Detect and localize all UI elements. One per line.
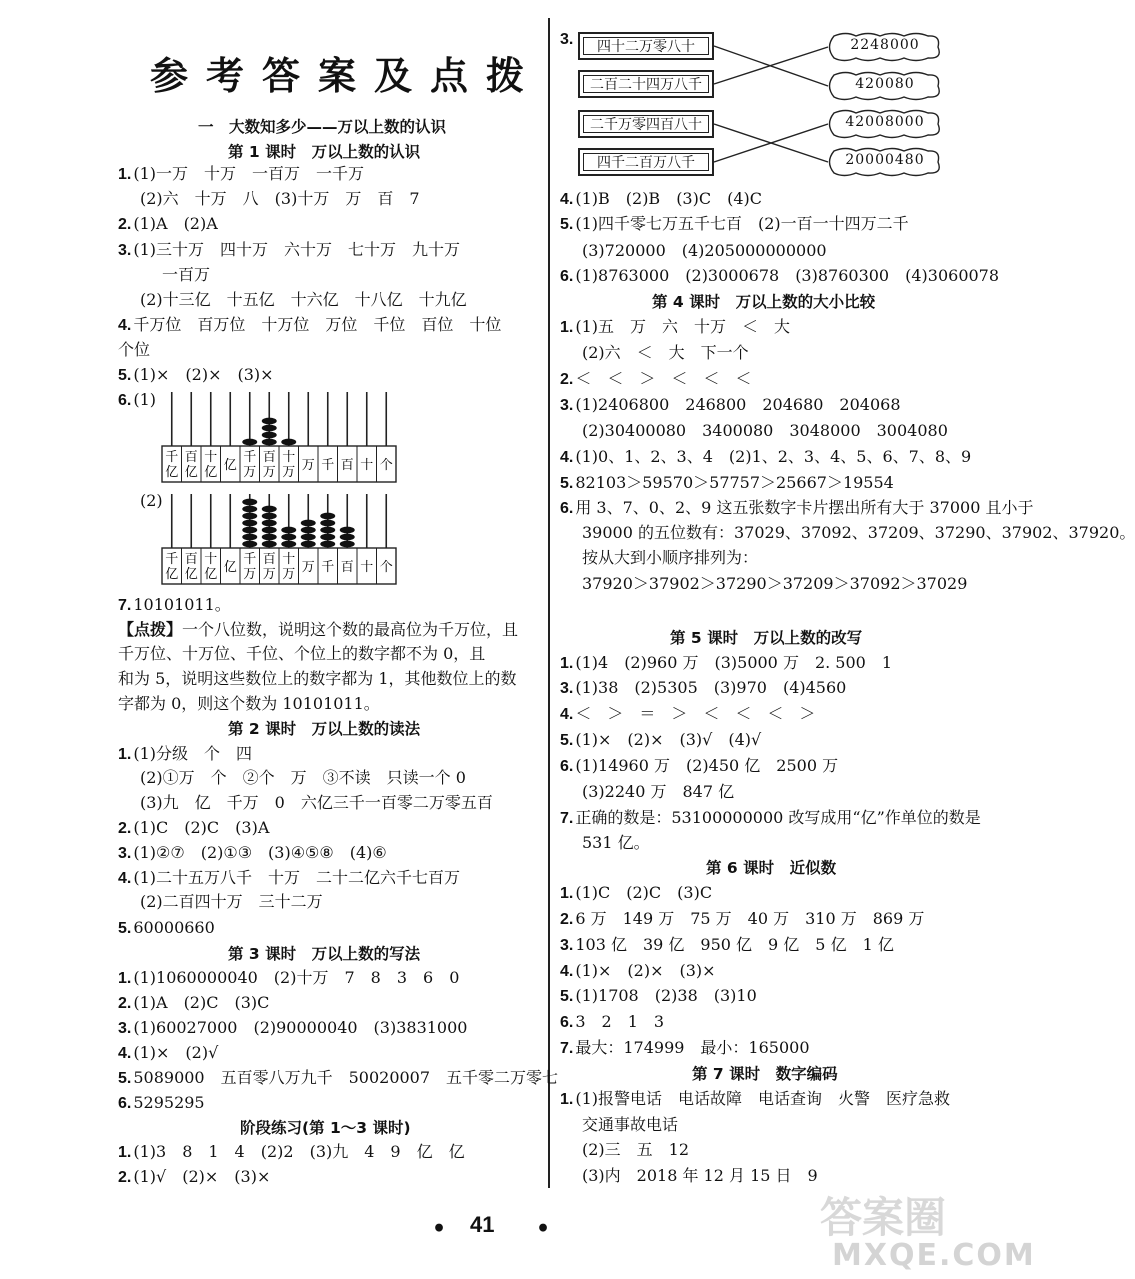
answer-line <box>118 992 269 1015</box>
question-number: 4. <box>118 1045 132 1062</box>
question-number: 7. <box>560 810 574 827</box>
question-number: 5. <box>118 367 132 384</box>
answer-line <box>118 163 364 186</box>
answer-text: (1)8763000 (2)3000678 (3)8760300 (4)3060078 <box>575 266 1000 285</box>
question-number: 6. <box>118 392 132 409</box>
abacus-place-label: 十 <box>204 450 218 465</box>
answer-line <box>582 1114 678 1136</box>
answer-line <box>140 767 466 789</box>
q3-number: 3. <box>560 31 574 48</box>
answer-text: (1)× (2)× (3)× <box>575 961 716 980</box>
abacus-place-label: 十 <box>360 560 374 575</box>
answer-line <box>560 1011 664 1034</box>
answer-text: 6 万 149 万 75 万 40 万 310 万 869 万 <box>575 909 925 928</box>
abacus-bead <box>242 520 257 527</box>
question-number: 1. <box>560 1091 574 1108</box>
answer-text: 千万位 百万位 十万位 万位 千位 百位 十位 <box>133 315 502 334</box>
answer-line <box>118 314 501 337</box>
answer-line <box>118 1166 270 1189</box>
abacus-place-label: 万 <box>301 560 315 575</box>
abacus-2 <box>158 490 403 590</box>
answer-text: 531 亿。 <box>582 833 650 852</box>
number-cloud-1: 420080 <box>826 69 944 103</box>
answer-text: (1)14960 万 (2)450 亿 2500 万 <box>575 756 839 775</box>
answer-line <box>560 908 924 931</box>
question-number: 3. <box>560 397 574 414</box>
match-box-3: 四千二百万八千 <box>578 148 714 176</box>
answer-line <box>582 832 650 854</box>
watermark-logo: 答案圈 <box>820 1193 947 1242</box>
abacus-place-label: 亿 <box>184 567 198 582</box>
answer-text: 5089000 五百零八万九千 50020007 五千零二万零七 <box>133 1068 559 1087</box>
answer-line <box>560 934 894 957</box>
answer-text: (1)②⑦ (2)①③ (3)④⑤⑧ (4)⑥ <box>133 843 387 862</box>
answer-line <box>118 389 156 412</box>
match-box-2: 二千万零四百八十 <box>578 110 714 138</box>
answer-text: (1)60027000 (2)90000040 (3)3831000 <box>133 1018 468 1037</box>
answer-line <box>118 967 459 990</box>
answer-text: 10101011。 <box>133 595 231 614</box>
abacus-place-label: 个 <box>379 560 393 575</box>
abacus-bead <box>242 439 257 446</box>
page-dot-right: • <box>536 1216 551 1242</box>
abacus-bead <box>242 513 257 520</box>
question-number: 5. <box>118 1070 132 1087</box>
abacus-bead <box>262 432 277 439</box>
answer-line <box>140 891 323 913</box>
answer-line <box>582 573 967 595</box>
abacus-place-label: 亿 <box>204 465 218 480</box>
abacus-place-label: 千 <box>165 552 179 567</box>
abacus-bead <box>262 541 277 548</box>
answer-line <box>582 1165 818 1187</box>
answer-line <box>118 1092 205 1115</box>
unit-title: 一 大数知多少——万以上数的认识 <box>198 118 447 136</box>
answer-text: 用 3、7、0、2、9 这五张数字卡片摆出所有大于 37000 且小于 <box>575 498 1034 517</box>
question-number: 1. <box>560 319 574 336</box>
abacus-place-label: 百 <box>340 458 354 473</box>
abacus-place-label: 百 <box>262 450 276 465</box>
answer-text: 60000660 <box>133 918 215 937</box>
answer-text: (1)四千零七万五千七百 (2)一百一十四万二千 <box>575 214 909 233</box>
abacus-bead <box>262 527 277 534</box>
question-number: 2. <box>118 820 132 837</box>
abacus-bead <box>320 527 335 534</box>
answer-text: 最大：174999 最小：165000 <box>575 1038 810 1057</box>
abacus-bead <box>262 534 277 541</box>
answer-text: (1)五 万 六 十万 ＜ 大 <box>575 317 791 336</box>
question-number: 1. <box>560 655 574 672</box>
question-number: 3. <box>118 845 132 862</box>
answer-text: (2)二百四十万 三十二万 <box>140 892 323 911</box>
question-number: 4. <box>560 706 574 723</box>
abacus-bead <box>281 527 296 534</box>
abacus-bead <box>242 506 257 513</box>
answer-line <box>560 882 712 905</box>
answer-text: (1)A (2)A <box>133 214 218 233</box>
page-number: 41 <box>470 1212 495 1237</box>
answer-text: (1)38 (2)5305 (3)970 (4)4560 <box>575 678 847 697</box>
answer-line <box>582 522 1135 544</box>
answer-line <box>560 985 757 1008</box>
question-number: 4. <box>560 963 574 980</box>
abacus-bead <box>301 527 316 534</box>
tip-line-1: 千万位、十万位、千位、个位上的数字都不为 0，且 <box>118 644 486 663</box>
answer-line <box>118 239 460 262</box>
abacus-place-label: 亿 <box>204 567 218 582</box>
answer-text: (3)内 2018 年 12 月 15 日 9 <box>582 1166 818 1185</box>
answer-line <box>582 781 734 803</box>
answer-text: (1)× (2)√ <box>133 1043 219 1062</box>
abacus-bead <box>262 506 277 513</box>
abacus-bead <box>281 534 296 541</box>
answer-line <box>140 188 420 210</box>
abacus-bead <box>320 534 335 541</box>
match-box-1: 二百二十四万八千 <box>578 70 714 98</box>
abacus-bead <box>262 425 277 432</box>
abacus-bead <box>242 541 257 548</box>
answer-text: 5295295 <box>133 1093 205 1112</box>
answer-line <box>118 1141 465 1164</box>
answer-text: (1)分级 个 四 <box>133 744 253 763</box>
answer-line <box>118 743 252 766</box>
question-number: 3. <box>560 680 574 697</box>
question-number: 6. <box>560 500 574 517</box>
answer-line <box>582 1139 689 1161</box>
answer-text: (1)× (2)× (3)× <box>133 365 274 384</box>
answer-text: (3)九 亿 千万 0 六亿三千一百零二万零五百 <box>140 793 493 812</box>
answer-line <box>582 342 749 364</box>
answer-line <box>560 213 909 236</box>
answer-text: (1) <box>133 390 157 409</box>
abacus-place-label: 万 <box>262 567 276 582</box>
abacus-bead <box>320 520 335 527</box>
question-number: 2. <box>560 371 574 388</box>
watermark-url: MXQE.COM <box>832 1238 1036 1273</box>
answer-text: (1)C (2)C (3)C <box>575 883 713 902</box>
abacus-place-label: 百 <box>184 450 198 465</box>
tip-line-2: 和为 5，说明这些数位上的数字都为 1，其他数位上的数 <box>118 669 517 688</box>
answer-line <box>582 240 827 262</box>
answer-line <box>118 339 150 361</box>
question-number: 7. <box>560 1040 574 1057</box>
lesson-3-title: 第 3 课时 万以上数的写法 <box>228 945 421 963</box>
question-number: 4. <box>118 870 132 887</box>
answer-text: (3)2240 万 847 亿 <box>582 782 735 801</box>
question-number: 1. <box>118 166 132 183</box>
lesson-6-title: 第 6 课时 近似数 <box>706 859 837 877</box>
abacus-place-label: 百 <box>184 552 198 567</box>
answer-text: (1)二十五万八千 十万 二十二亿六千七百万 <box>133 868 461 887</box>
answer-line <box>118 917 215 940</box>
column-divider <box>548 18 550 1188</box>
abacus-place-label: 亿 <box>223 458 237 473</box>
answer-line <box>118 817 269 840</box>
answer-text: (3)720000 (4)205000000000 <box>582 241 827 260</box>
answer-text: 103 亿 39 亿 950 亿 9 亿 5 亿 1 亿 <box>575 935 894 954</box>
question-number: 5. <box>560 732 574 749</box>
answer-text: (2) <box>140 491 163 510</box>
answer-text: 个位 <box>118 340 151 359</box>
question-number: 5. <box>560 988 574 1005</box>
answer-text: (2)①万 个 ②个 万 ③不读 只读一个 0 <box>140 768 466 787</box>
stage-practice-title: 阶段练习(第 1～3 课时) <box>240 1119 411 1137</box>
abacus-bead <box>281 541 296 548</box>
abacus-bead <box>262 439 277 446</box>
abacus-place-label: 千 <box>321 560 335 575</box>
answer-line <box>582 420 948 442</box>
answer-text: 一百万 <box>162 265 211 284</box>
question-number: 3. <box>118 1020 132 1037</box>
answer-line <box>118 594 231 617</box>
answer-text: (2)三 五 12 <box>582 1140 690 1159</box>
answer-text: 按从大到小顺序排列为： <box>582 548 759 567</box>
question-number: 4. <box>560 191 574 208</box>
answer-text: (1)C (2)C (3)A <box>133 818 270 837</box>
question-number: 4. <box>118 317 132 334</box>
question-number: 6. <box>560 758 574 775</box>
answer-line <box>560 265 999 288</box>
question-number: 3. <box>118 242 132 259</box>
answer-line <box>560 316 790 339</box>
question-number: 5. <box>560 216 574 233</box>
abacus-bead <box>340 527 355 534</box>
abacus-place-label: 千 <box>321 458 335 473</box>
abacus-place-label: 十 <box>360 458 374 473</box>
answer-line <box>118 213 218 236</box>
answer-line <box>118 1067 558 1090</box>
abacus-place-label: 十 <box>282 552 296 567</box>
abacus-place-label: 十 <box>204 552 218 567</box>
answer-line <box>560 368 751 391</box>
abacus-place-label: 亿 <box>223 560 237 575</box>
abacus-place-label: 百 <box>340 560 354 575</box>
abacus-bead <box>242 499 257 506</box>
answer-line <box>560 497 1034 520</box>
abacus-bead <box>320 513 335 520</box>
answer-line <box>118 867 460 890</box>
question-number: 5. <box>118 920 132 937</box>
answer-text: (2)六 ＜ 大 下一个 <box>582 343 749 362</box>
abacus-bead <box>242 534 257 541</box>
answer-line <box>560 703 815 726</box>
answer-line <box>560 188 762 211</box>
match-box-0: 四十二万零八十 <box>578 32 714 60</box>
question-number: 4. <box>560 449 574 466</box>
answer-text: (1)4 (2)960 万 (3)5000 万 2. 500 1 <box>575 653 893 672</box>
abacus-place-label: 万 <box>301 458 315 473</box>
question-number: 6. <box>560 268 574 285</box>
question-number: 7. <box>118 597 132 614</box>
answer-line <box>140 289 467 311</box>
question-number: 2. <box>118 216 132 233</box>
answer-line <box>118 842 387 865</box>
question-number: 1. <box>118 970 132 987</box>
answer-text: ＜ ＞ ＝ ＞ ＜ ＜ ＜ ＞ <box>575 704 816 723</box>
answer-text: 39000 的五位数有：37029、37092、37209、37290、37902、37920。 <box>582 523 1135 542</box>
answer-line <box>560 755 838 778</box>
abacus-place-label: 个 <box>379 458 393 473</box>
abacus-bead <box>262 418 277 425</box>
question-number: 6. <box>118 1095 132 1112</box>
answer-text: (1)√ (2)× (3)× <box>133 1167 271 1186</box>
answer-text: 正确的数是：53100000000 改写成用“亿”作单位的数是 <box>575 808 981 827</box>
answer-text: (1)× (2)× (3)√ (4)√ <box>575 730 762 749</box>
question-number: 2. <box>118 995 132 1012</box>
abacus-place-label: 亿 <box>165 465 179 480</box>
abacus-bead <box>340 541 355 548</box>
answer-line <box>560 960 716 983</box>
answer-line <box>560 652 892 675</box>
abacus-1 <box>158 388 403 488</box>
answer-line <box>118 1017 467 1040</box>
lesson-5-title: 第 5 课时 万以上数的改写 <box>670 629 863 647</box>
abacus-bead <box>301 520 316 527</box>
abacus-place-label: 万 <box>262 465 276 480</box>
answer-text: (1)1708 (2)38 (3)10 <box>575 986 757 1005</box>
answer-text: (1)1060000040 (2)十万 7 8 3 6 0 <box>133 968 460 987</box>
answer-text: (1)三十万 四十万 六十万 七十万 九十万 <box>133 240 461 259</box>
question-number: 2. <box>560 911 574 928</box>
abacus-bead <box>262 513 277 520</box>
answer-text: (1)2406800 246800 204680 204068 <box>575 395 901 414</box>
abacus-place-label: 亿 <box>165 567 179 582</box>
answer-line <box>560 394 901 417</box>
answer-text: (1)3 8 1 4 (2)2 (3)九 4 9 亿 亿 <box>133 1142 465 1161</box>
answer-line <box>560 446 971 469</box>
answer-text: (1)报警电话 电话故障 电话查询 火警 医疗急救 <box>575 1089 951 1108</box>
answer-text: (2)30400080 3400080 3048000 3004080 <box>582 421 948 440</box>
answer-text: (1)0、1、2、3、4 (2)1、2、3、4、5、6、7、8、9 <box>575 447 972 466</box>
page-title: 参考答案及点拨 <box>150 53 543 98</box>
answer-text: (1)一万 十万 一百万 一千万 <box>133 164 365 183</box>
abacus-bead <box>340 534 355 541</box>
abacus-place-label: 万 <box>282 465 296 480</box>
abacus-place-label: 千 <box>243 552 257 567</box>
lesson-1-title: 第 1 课时 万以上数的认识 <box>228 143 421 161</box>
abacus-place-label: 千 <box>243 450 257 465</box>
tip-line-3: 字都为 0，则这个数为 10101011。 <box>118 694 380 713</box>
abacus-place-label: 百 <box>262 552 276 567</box>
answer-line <box>560 677 846 700</box>
answer-line <box>118 364 274 387</box>
question-number: 5. <box>560 475 574 492</box>
number-cloud-0: 2248000 <box>826 30 944 64</box>
answer-text: 37920＞37902＞37290＞37209＞37092＞37029 <box>582 574 968 593</box>
answer-line <box>560 1088 950 1111</box>
abacus-bead <box>262 520 277 527</box>
answer-line <box>560 729 761 752</box>
abacus-place-label: 亿 <box>184 465 198 480</box>
abacus-place-label: 千 <box>165 450 179 465</box>
answer-line <box>162 264 210 286</box>
question-number: 1. <box>560 885 574 902</box>
answer-text: ＜ ＜ ＞ ＜ ＜ ＜ <box>575 369 752 388</box>
abacus-bead <box>301 541 316 548</box>
answer-line <box>140 792 493 814</box>
abacus-bead <box>281 439 296 446</box>
question-number: 1. <box>118 746 132 763</box>
tip-label: 【点拨】 <box>118 620 183 639</box>
answer-text: (1)A (2)C (3)C <box>133 993 270 1012</box>
abacus-bead <box>301 534 316 541</box>
abacus-place-label: 万 <box>243 465 257 480</box>
answer-line <box>118 1042 218 1065</box>
answer-text: (2)六 十万 八 (3)十万 万 百 7 <box>140 189 420 208</box>
answer-text: (2)十三亿 十五亿 十六亿 十八亿 十九亿 <box>140 290 467 309</box>
lesson-7-title: 第 7 课时 数字编码 <box>692 1065 838 1083</box>
answer-text: 交通事故电话 <box>582 1115 679 1134</box>
answer-text: 3 2 1 3 <box>575 1012 665 1031</box>
page-dot-left: • <box>432 1216 447 1242</box>
answer-line <box>582 547 758 569</box>
question-number: 6. <box>560 1014 574 1031</box>
abacus-place-label: 万 <box>282 567 296 582</box>
number-cloud-2: 42008000 <box>826 107 944 141</box>
abacus-bead <box>242 527 257 534</box>
lesson-2-title: 第 2 课时 万以上数的读法 <box>228 720 421 738</box>
question-number: 3. <box>560 937 574 954</box>
question-number: 1. <box>118 1144 132 1161</box>
abacus-place-label: 十 <box>282 450 296 465</box>
abacus-place-label: 万 <box>243 567 257 582</box>
abacus-bead <box>320 541 335 548</box>
tip-line-0: 【点拨】一个八位数，说明这个数的最高位为千万位，且 <box>118 620 519 639</box>
number-cloud-3: 20000480 <box>826 145 944 179</box>
answer-line <box>560 472 894 495</box>
answer-line <box>560 1037 810 1060</box>
answer-text: (1)B (2)B (3)C (4)C <box>575 189 763 208</box>
answer-line <box>560 807 981 830</box>
question-number: 2. <box>118 1169 132 1186</box>
answer-text: 82103＞59570＞57757＞25667＞19554 <box>575 473 894 492</box>
lesson-4-title: 第 4 课时 万以上数的大小比较 <box>652 293 876 311</box>
